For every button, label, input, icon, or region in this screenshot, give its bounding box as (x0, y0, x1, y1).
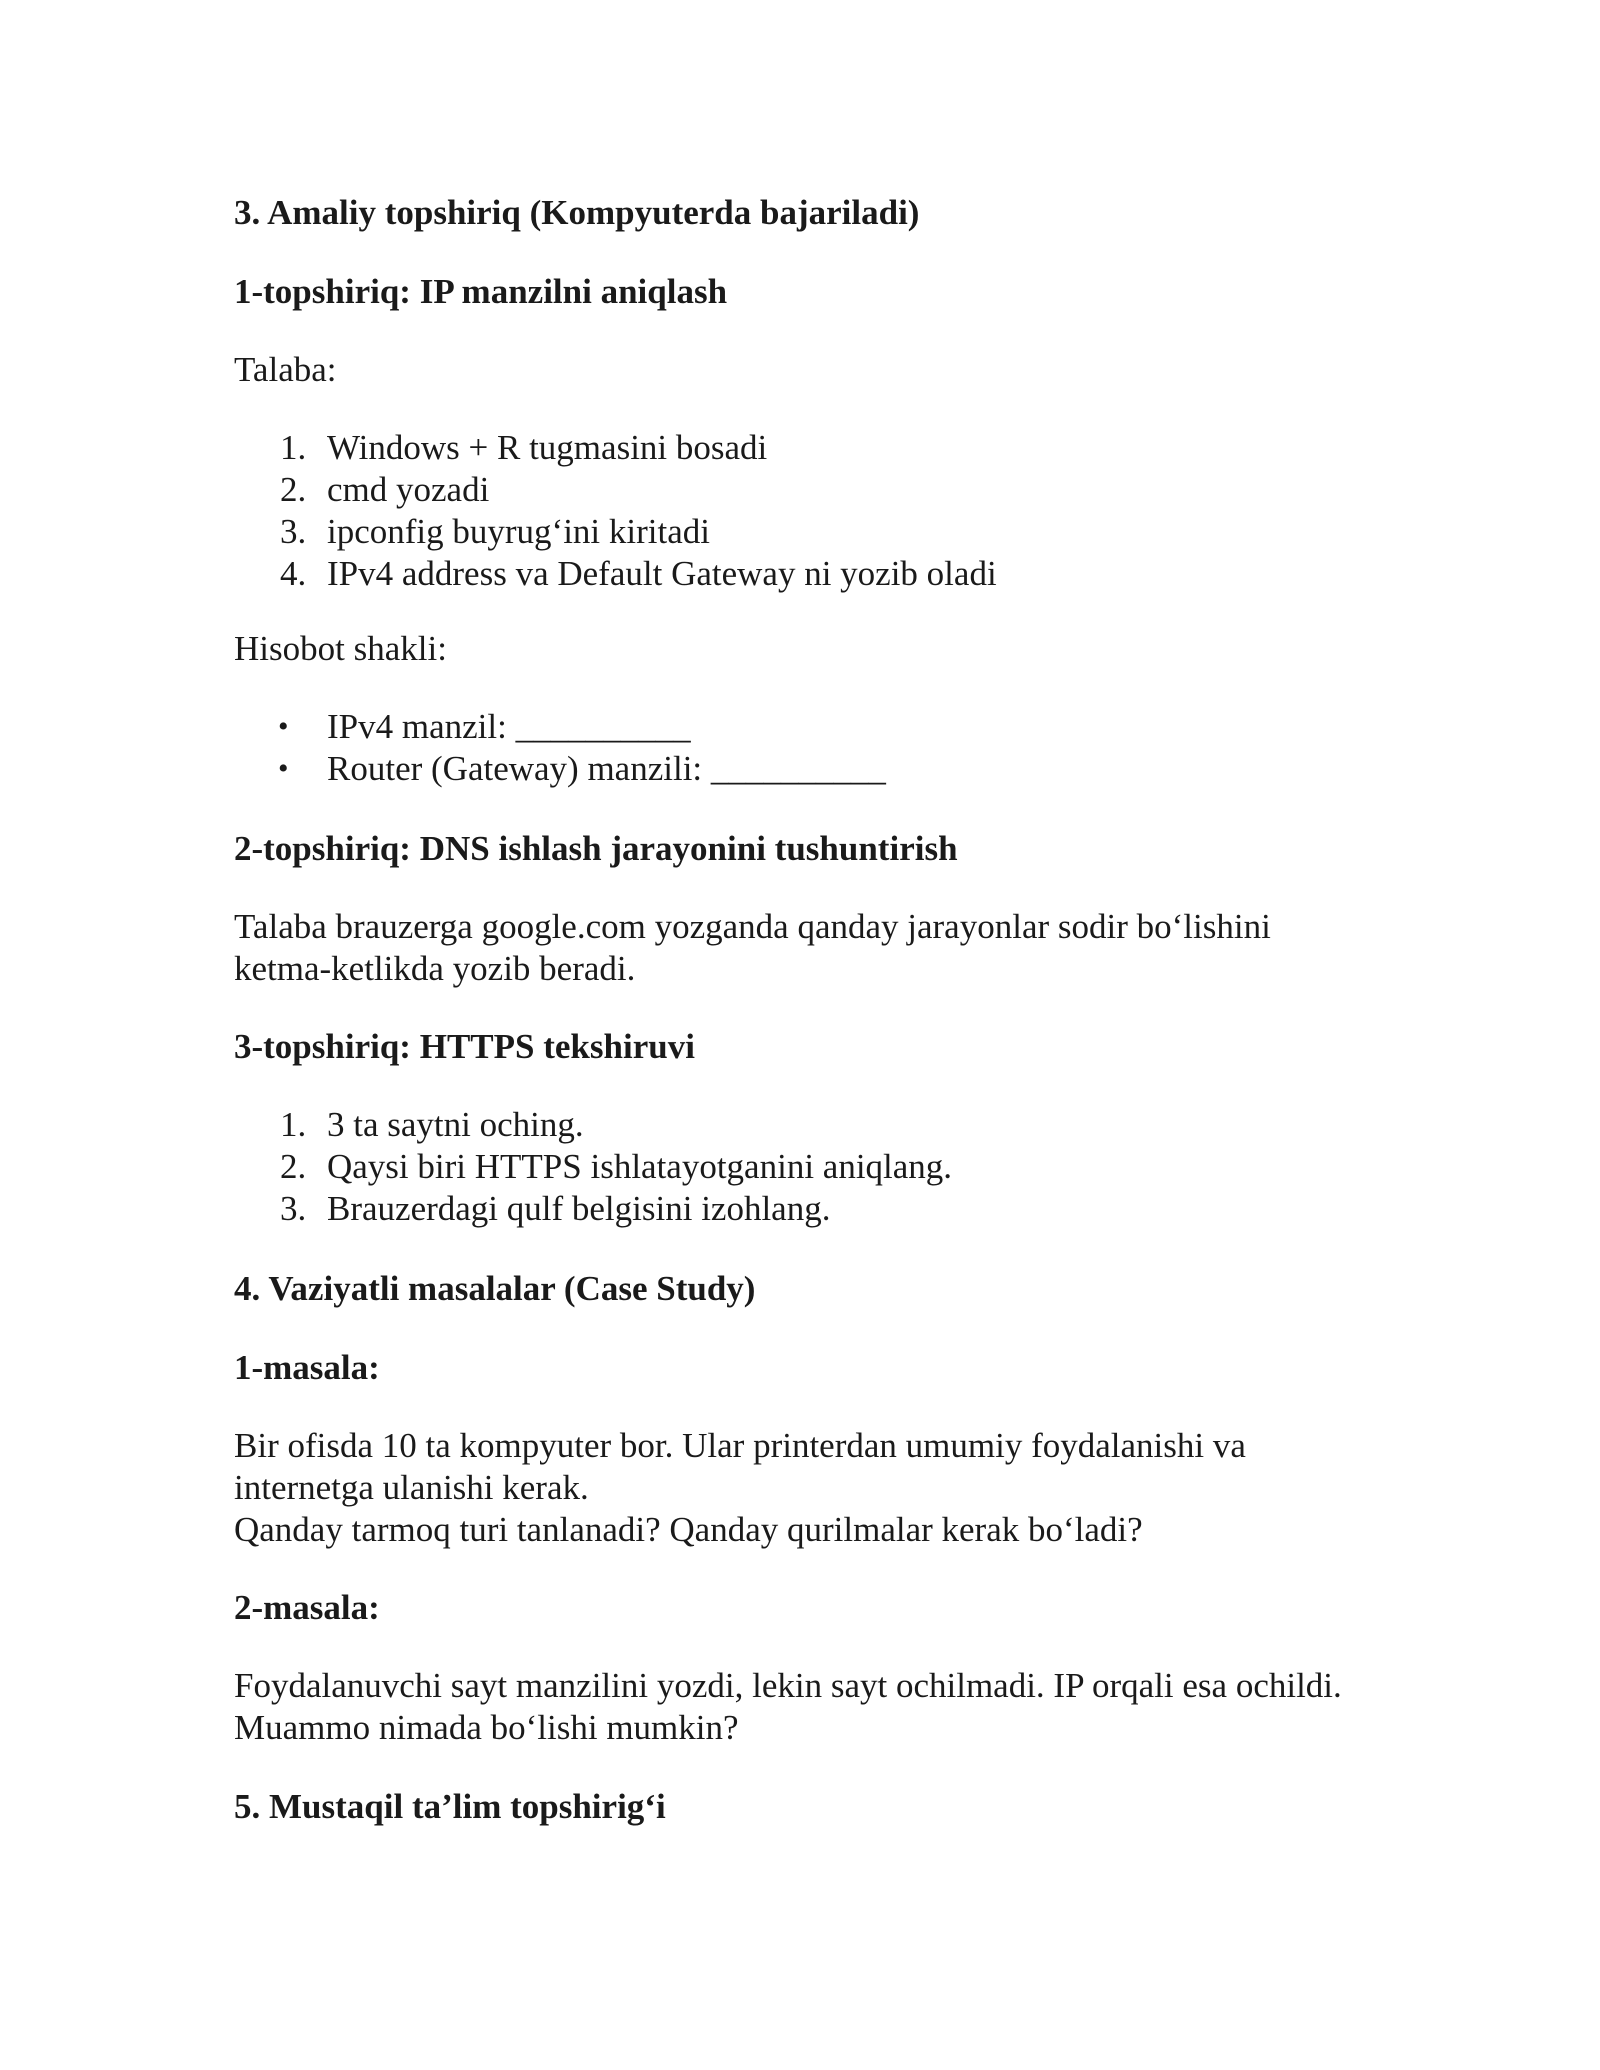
task-3-heading: 3-topshiriq: HTTPS tekshiruvi (234, 1027, 695, 1066)
case-1-line-1: Bir ofisda 10 ta kompyuter bor. Ular printerdan umumiy foydalanishi va (234, 1426, 1246, 1465)
list-item (234, 427, 997, 469)
list-item-text: Qaysi biri HTTPS ishlatayotganini aniqlang. (327, 1147, 953, 1186)
bullet-icon: • (278, 710, 289, 743)
report-label: Hisobot shakli: (234, 629, 447, 668)
list-item (234, 748, 886, 790)
list-item-text: ipconfig buyrug‘ini kiritadi (327, 512, 710, 551)
list-number: 3. (280, 1189, 307, 1228)
list-item-text: Windows + R tugmasini bosadi (327, 428, 768, 467)
list-item-text: Brauzerdagi qulf belgisini izohlang. (327, 1189, 831, 1228)
list-item (234, 1188, 952, 1230)
list-item (234, 511, 997, 553)
list-number: 1. (280, 428, 307, 467)
task-1-intro: Talaba: (234, 350, 337, 389)
list-item-text: cmd yozadi (327, 470, 490, 509)
list-item (234, 553, 997, 595)
list-number: 4. (280, 554, 307, 593)
list-number: 2. (280, 470, 307, 509)
case-1-heading: 1-masala: (234, 1348, 380, 1387)
list-number: 1. (280, 1105, 307, 1144)
task-2-line-2: ketma-ketlikda yozib beradi. (234, 949, 636, 988)
case-2-line-1: Foydalanuvchi sayt manzilini yozdi, lekin sayt ochilmadi. IP orqali esa ochildi. (234, 1666, 1342, 1705)
list-item-text: 3 ta saytni oching. (327, 1105, 584, 1144)
case-2-heading: 2-masala: (234, 1588, 380, 1627)
report-fields (234, 706, 886, 790)
list-item (234, 706, 886, 748)
section-3-heading: 3. Amaliy topshiriq (Kompyuterda bajariladi) (234, 193, 920, 232)
list-item (234, 469, 997, 511)
section-4-heading: 4. Vaziyatli masalalar (Case Study) (234, 1269, 756, 1308)
list-item (234, 1146, 952, 1188)
case-1-line-3: Qanday tarmoq turi tanlanadi? Qanday qurilmalar kerak bo‘ladi? (234, 1510, 1143, 1549)
list-number: 2. (280, 1147, 307, 1186)
task-2-heading: 2-topshiriq: DNS ishlash jarayonini tushuntirish (234, 829, 958, 868)
task-1-steps (234, 427, 997, 595)
bullet-icon: • (278, 752, 289, 785)
list-item-text: IPv4 manzil: __________ (327, 707, 691, 746)
list-item (234, 1104, 952, 1146)
task-2-line-1: Talaba brauzerga google.com yozganda qanday jarayonlar sodir bo‘lishini (234, 907, 1271, 946)
task-3-steps (234, 1104, 952, 1230)
case-1-line-2: internetga ulanishi kerak. (234, 1468, 589, 1507)
case-2-line-2: Muammo nimada bo‘lishi mumkin? (234, 1708, 739, 1747)
list-item-text: Router (Gateway) manzili: __________ (327, 749, 886, 788)
list-number: 3. (280, 512, 307, 551)
section-5-heading: 5. Mustaqil ta’lim topshirig‘i (234, 1787, 666, 1826)
list-item-text: IPv4 address va Default Gateway ni yozib oladi (327, 554, 997, 593)
task-1-heading: 1-topshiriq: IP manzilni aniqlash (234, 272, 728, 311)
